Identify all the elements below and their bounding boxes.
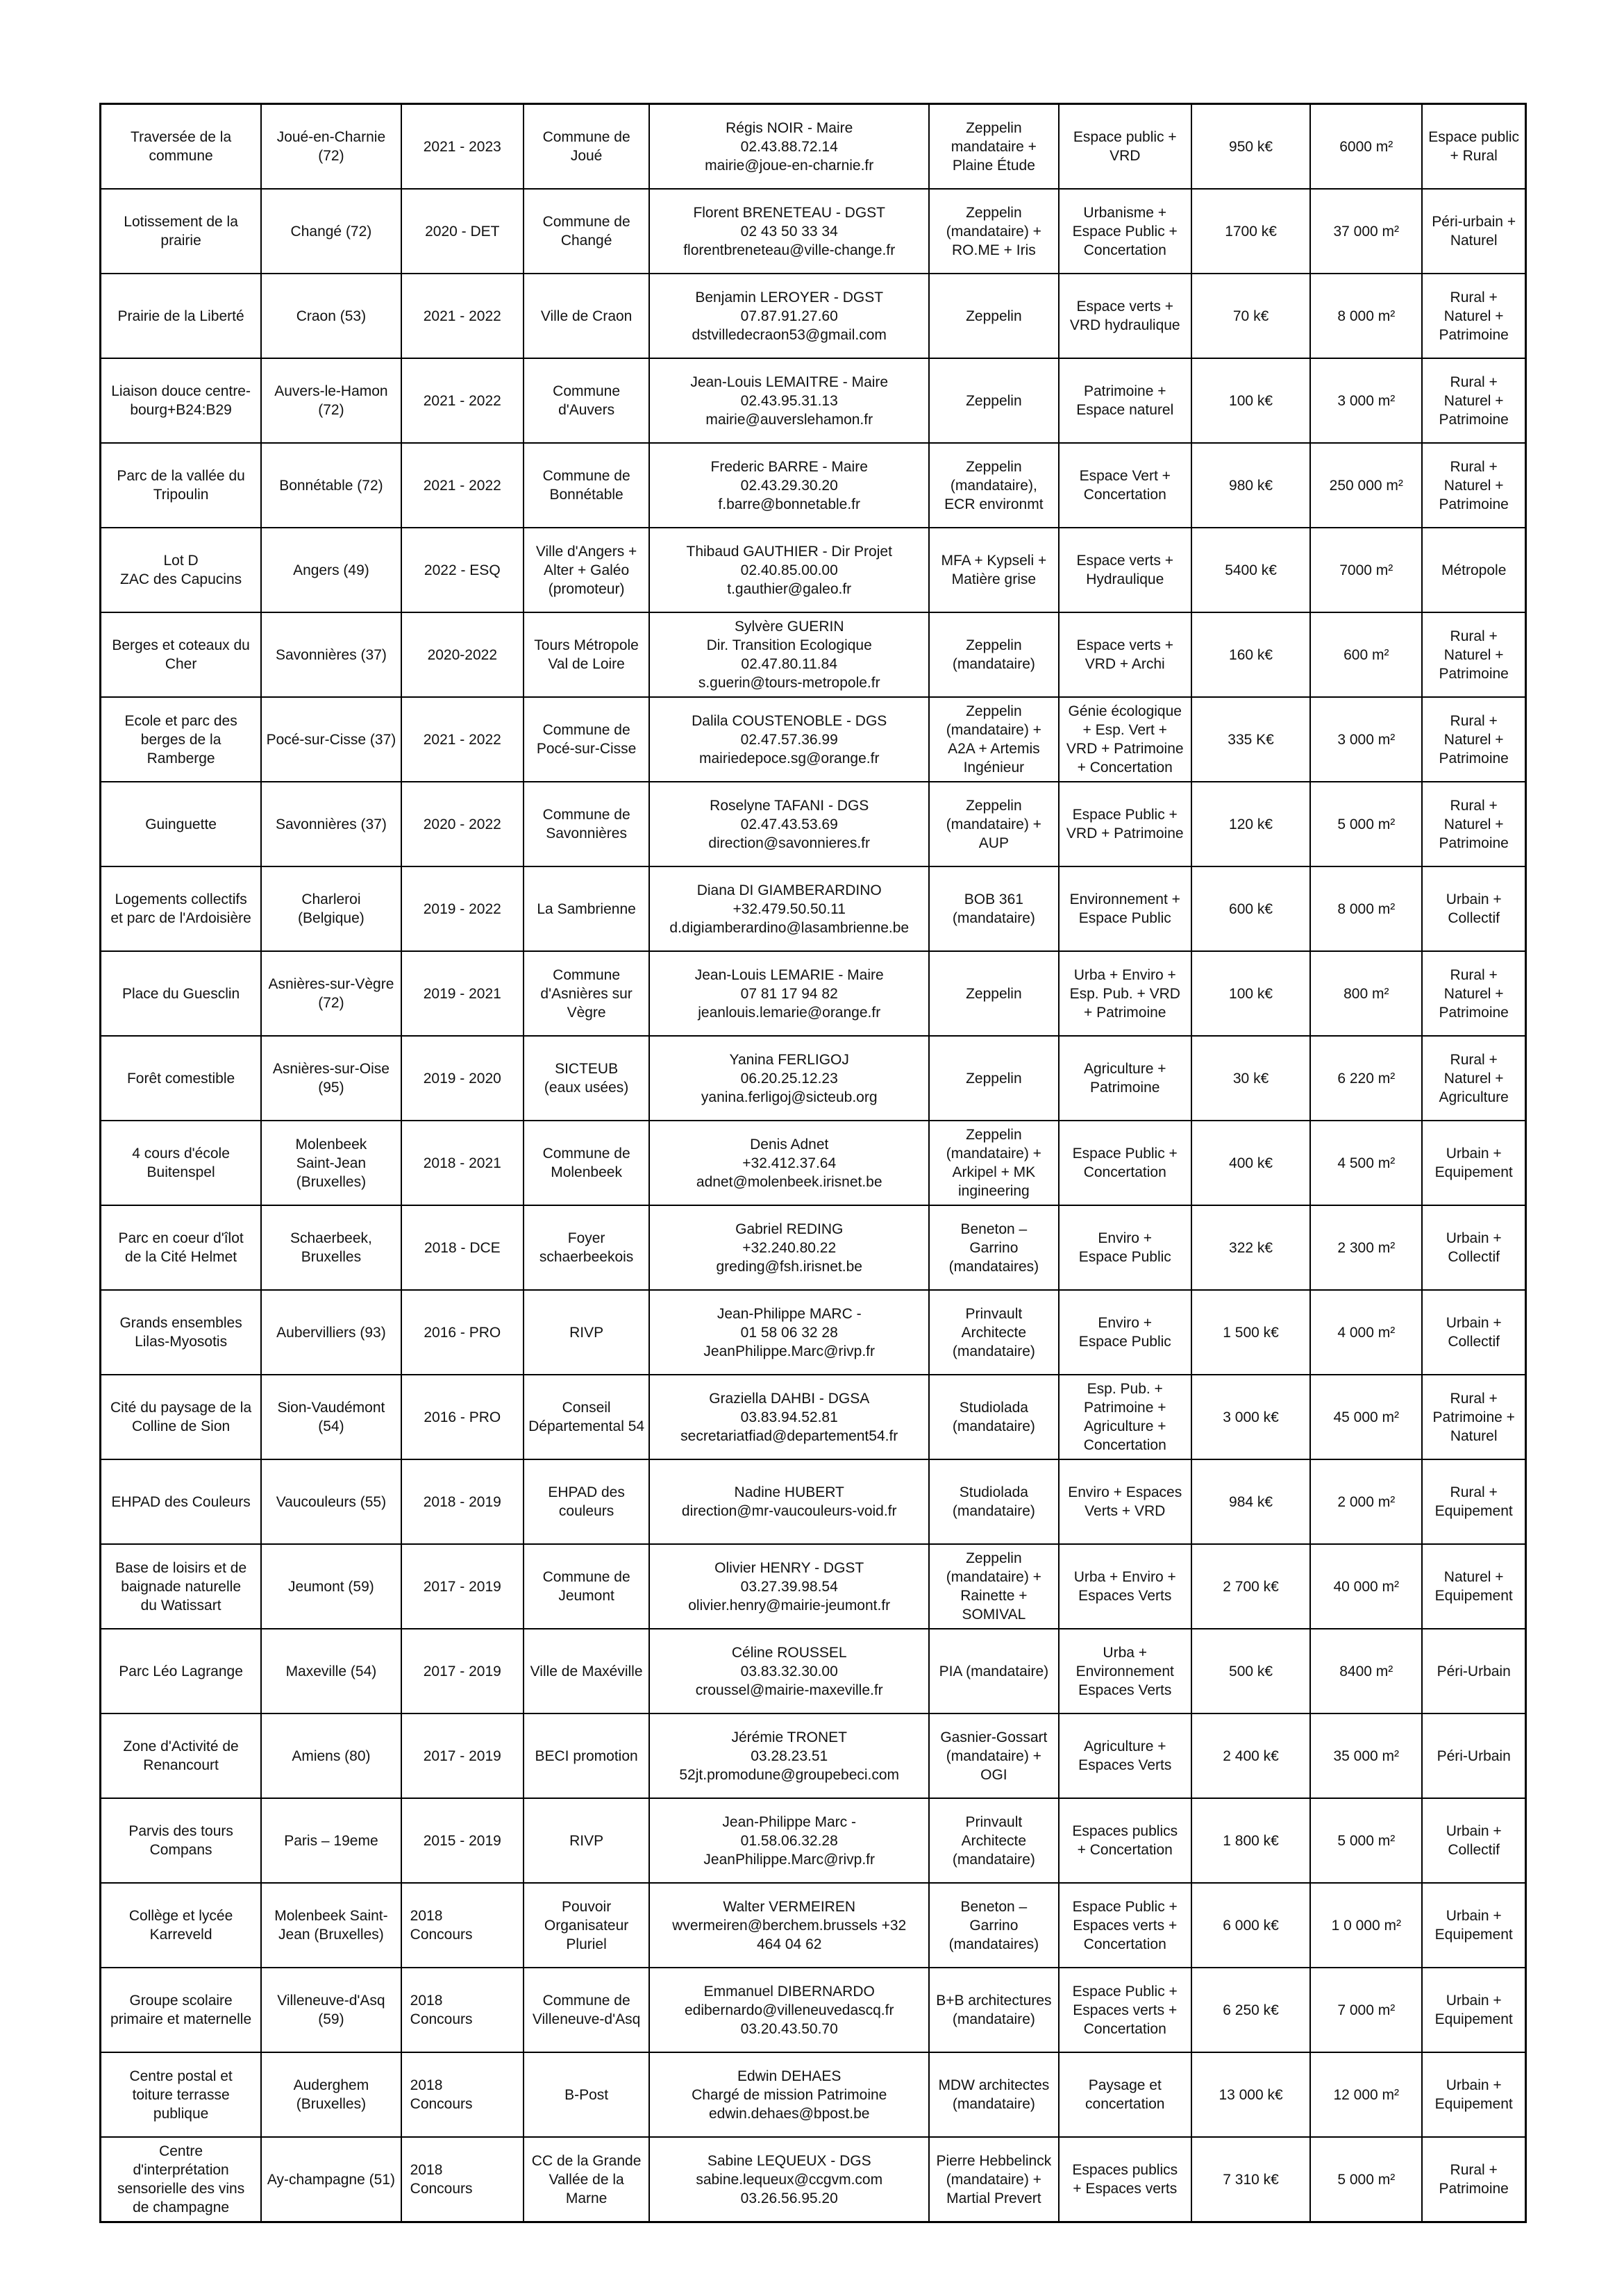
project-name-cell: Liaison douce centre- bourg+B24:B29 bbox=[101, 358, 262, 443]
surface-cell: 45 000 m² bbox=[1310, 1375, 1422, 1459]
period-cell: 2020-2022 bbox=[401, 612, 524, 697]
client-cell: B-Post bbox=[524, 2052, 649, 2137]
budget-cell: 100 k€ bbox=[1191, 951, 1310, 1036]
table-row bbox=[101, 1205, 1526, 1290]
location-cell: Savonnières (37) bbox=[261, 612, 401, 697]
team-cell: B+B architectures (mandataire) bbox=[929, 1968, 1058, 2052]
location-cell: Amiens (80) bbox=[261, 1713, 401, 1798]
team-cell: Beneton – Garrino (mandataires) bbox=[929, 1205, 1058, 1290]
period-cell: 2016 - PRO bbox=[401, 1375, 524, 1459]
period-cell: 2018 Concours bbox=[401, 2137, 524, 2222]
location-cell: Savonnières (37) bbox=[261, 782, 401, 866]
contact-cell: Jérémie TRONET 03.28.23.51 52jt.promodune@groupebeci.com bbox=[649, 1713, 929, 1798]
contact-cell: Sabine LEQUEUX - DGS sabine.lequeux@ccgvm.com 03.26.56.95.20 bbox=[649, 2137, 929, 2222]
team-cell: PIA (mandataire) bbox=[929, 1629, 1058, 1713]
mission-cell: Agriculture + Espaces Verts bbox=[1059, 1713, 1191, 1798]
contact-cell: Dalila COUSTENOBLE - DGS 02.47.57.36.99 mairiedepoce.sg@orange.fr bbox=[649, 697, 929, 782]
location-cell: Joué-en-Charnie (72) bbox=[261, 104, 401, 190]
client-cell: Commune de Bonnétable bbox=[524, 443, 649, 528]
typology-cell: Espace public + Rural bbox=[1422, 104, 1525, 190]
contact-cell: Thibaud GAUTHIER - Dir Projet 02.40.85.00.00 t.gauthier@galeo.fr bbox=[649, 528, 929, 612]
surface-cell: 8400 m² bbox=[1310, 1629, 1422, 1713]
client-cell: Commune de Joué bbox=[524, 104, 649, 190]
table-row bbox=[101, 782, 1526, 866]
contact-cell: Edwin DEHAES Chargé de mission Patrimoine edwin.dehaes@bpost.be bbox=[649, 2052, 929, 2137]
surface-cell: 600 m² bbox=[1310, 612, 1422, 697]
team-cell: Zeppelin (mandataire) + A2A + Artemis Ingénieur bbox=[929, 697, 1058, 782]
client-cell: Commune de Jeumont bbox=[524, 1544, 649, 1629]
typology-cell: Rural + Equipement bbox=[1422, 1459, 1525, 1544]
surface-cell: 250 000 m² bbox=[1310, 443, 1422, 528]
typology-cell: Urbain + Collectif bbox=[1422, 1798, 1525, 1883]
table-row bbox=[101, 528, 1526, 612]
period-cell: 2016 - PRO bbox=[401, 1290, 524, 1375]
typology-cell: Rural + Naturel + Patrimoine bbox=[1422, 358, 1525, 443]
contact-cell: Walter VERMEIREN wvermeiren@berchem.brussels +32 464 04 62 bbox=[649, 1883, 929, 1968]
typology-cell: Urbain + Collectif bbox=[1422, 1205, 1525, 1290]
project-name-cell: Lot D ZAC des Capucins bbox=[101, 528, 262, 612]
location-cell: Auvers-le-Hamon (72) bbox=[261, 358, 401, 443]
period-cell: 2018 - 2019 bbox=[401, 1459, 524, 1544]
project-name-cell: Place du Guesclin bbox=[101, 951, 262, 1036]
mission-cell: Enviro + Espace Public bbox=[1059, 1205, 1191, 1290]
period-cell: 2017 - 2019 bbox=[401, 1713, 524, 1798]
budget-cell: 1 800 k€ bbox=[1191, 1798, 1310, 1883]
location-cell: Auderghem (Bruxelles) bbox=[261, 2052, 401, 2137]
period-cell: 2021 - 2023 bbox=[401, 104, 524, 190]
project-name-cell: Parc de la vallée du Tripoulin bbox=[101, 443, 262, 528]
project-name-cell: Centre postal et toiture terrasse publique bbox=[101, 2052, 262, 2137]
budget-cell: 100 k€ bbox=[1191, 358, 1310, 443]
surface-cell: 35 000 m² bbox=[1310, 1713, 1422, 1798]
client-cell: Pouvoir Organisateur Pluriel bbox=[524, 1883, 649, 1968]
typology-cell: Rural + Naturel + Patrimoine bbox=[1422, 697, 1525, 782]
client-cell: Commune de Pocé-sur-Cisse bbox=[524, 697, 649, 782]
mission-cell: Espace Public + Espaces verts + Concertation bbox=[1059, 1968, 1191, 2052]
client-cell: Foyer schaerbeekois bbox=[524, 1205, 649, 1290]
budget-cell: 7 310 k€ bbox=[1191, 2137, 1310, 2222]
table-row bbox=[101, 1121, 1526, 1205]
period-cell: 2017 - 2019 bbox=[401, 1544, 524, 1629]
project-name-cell: Forêt comestible bbox=[101, 1036, 262, 1121]
contact-cell: Régis NOIR - Maire 02.43.88.72.14 mairie@joue-en-charnie.fr bbox=[649, 104, 929, 190]
budget-cell: 70 k€ bbox=[1191, 274, 1310, 358]
client-cell: Commune d'Auvers bbox=[524, 358, 649, 443]
location-cell: Bonnétable (72) bbox=[261, 443, 401, 528]
location-cell: Maxeville (54) bbox=[261, 1629, 401, 1713]
surface-cell: 6 220 m² bbox=[1310, 1036, 1422, 1121]
budget-cell: 2 400 k€ bbox=[1191, 1713, 1310, 1798]
project-name-cell: Parvis des tours Compans bbox=[101, 1798, 262, 1883]
project-name-cell: Parc en coeur d'îlot de la Cité Helmet bbox=[101, 1205, 262, 1290]
contact-cell: Gabriel REDING +32.240.80.22 greding@fsh.irisnet.be bbox=[649, 1205, 929, 1290]
table-row bbox=[101, 1713, 1526, 1798]
mission-cell: Espace Public + Espaces verts + Concertation bbox=[1059, 1883, 1191, 1968]
typology-cell: Urbain + Equipement bbox=[1422, 1121, 1525, 1205]
mission-cell: Agriculture + Patrimoine bbox=[1059, 1036, 1191, 1121]
surface-cell: 8 000 m² bbox=[1310, 274, 1422, 358]
client-cell: SICTEUB (eaux usées) bbox=[524, 1036, 649, 1121]
budget-cell: 1 500 k€ bbox=[1191, 1290, 1310, 1375]
mission-cell: Patrimoine + Espace naturel bbox=[1059, 358, 1191, 443]
typology-cell: Métropole bbox=[1422, 528, 1525, 612]
typology-cell: Rural + Naturel + Patrimoine bbox=[1422, 612, 1525, 697]
budget-cell: 1700 k€ bbox=[1191, 189, 1310, 274]
project-name-cell: 4 cours d'école Buitenspel bbox=[101, 1121, 262, 1205]
contact-cell: Céline ROUSSEL 03.83.32.30.00 croussel@mairie-maxeville.fr bbox=[649, 1629, 929, 1713]
surface-cell: 37 000 m² bbox=[1310, 189, 1422, 274]
table-row bbox=[101, 1375, 1526, 1459]
period-cell: 2019 - 2022 bbox=[401, 866, 524, 951]
mission-cell: Espace verts + VRD + Archi bbox=[1059, 612, 1191, 697]
mission-cell: Espace Public + VRD + Patrimoine bbox=[1059, 782, 1191, 866]
team-cell: MDW architectes (mandataire) bbox=[929, 2052, 1058, 2137]
surface-cell: 1 0 000 m² bbox=[1310, 1883, 1422, 1968]
budget-cell: 120 k€ bbox=[1191, 782, 1310, 866]
location-cell: Asnières-sur-Oise (95) bbox=[261, 1036, 401, 1121]
mission-cell: Espace verts + Hydraulique bbox=[1059, 528, 1191, 612]
table-row bbox=[101, 2052, 1526, 2137]
mission-cell: Paysage et concertation bbox=[1059, 2052, 1191, 2137]
budget-cell: 160 k€ bbox=[1191, 612, 1310, 697]
mission-cell: Espace verts + VRD hydraulique bbox=[1059, 274, 1191, 358]
budget-cell: 6 250 k€ bbox=[1191, 1968, 1310, 2052]
team-cell: Zeppelin (mandataire), ECR environmt bbox=[929, 443, 1058, 528]
mission-cell: Espace Public + Concertation bbox=[1059, 1121, 1191, 1205]
location-cell: Changé (72) bbox=[261, 189, 401, 274]
team-cell: Gasnier-Gossart (mandataire) + OGI bbox=[929, 1713, 1058, 1798]
team-cell: Zeppelin bbox=[929, 274, 1058, 358]
client-cell: Ville de Maxéville bbox=[524, 1629, 649, 1713]
surface-cell: 12 000 m² bbox=[1310, 2052, 1422, 2137]
typology-cell: Urbain + Equipement bbox=[1422, 1968, 1525, 2052]
project-name-cell: Ecole et parc des berges de la Ramberge bbox=[101, 697, 262, 782]
table-row bbox=[101, 697, 1526, 782]
client-cell: RIVP bbox=[524, 1290, 649, 1375]
mission-cell: Environnement + Espace Public bbox=[1059, 866, 1191, 951]
location-cell: Aubervilliers (93) bbox=[261, 1290, 401, 1375]
mission-cell: Espaces publics + Espaces verts bbox=[1059, 2137, 1191, 2222]
location-cell: Villeneuve-d'Asq (59) bbox=[261, 1968, 401, 2052]
typology-cell: Rural + Patrimoine + Naturel bbox=[1422, 1375, 1525, 1459]
table-row bbox=[101, 189, 1526, 274]
table-row bbox=[101, 358, 1526, 443]
contact-cell: Roselyne TAFANI - DGS 02.47.43.53.69 direction@savonnieres.fr bbox=[649, 782, 929, 866]
contact-cell: Jean-Louis LEMAITRE - Maire 02.43.95.31.13 mairie@auverslehamon.fr bbox=[649, 358, 929, 443]
team-cell: Prinvault Architecte (mandataire) bbox=[929, 1290, 1058, 1375]
budget-cell: 322 k€ bbox=[1191, 1205, 1310, 1290]
contact-cell: Jean-Louis LEMARIE - Maire 07 81 17 94 82 jeanlouis.lemarie@orange.fr bbox=[649, 951, 929, 1036]
team-cell: Studiolada (mandataire) bbox=[929, 1459, 1058, 1544]
budget-cell: 3 000 k€ bbox=[1191, 1375, 1310, 1459]
team-cell: Zeppelin mandataire + Plaine Étude bbox=[929, 104, 1058, 190]
typology-cell: Urbain + Collectif bbox=[1422, 1290, 1525, 1375]
project-name-cell: EHPAD des Couleurs bbox=[101, 1459, 262, 1544]
table-row bbox=[101, 1629, 1526, 1713]
client-cell: EHPAD des couleurs bbox=[524, 1459, 649, 1544]
table-row bbox=[101, 1968, 1526, 2052]
surface-cell: 6000 m² bbox=[1310, 104, 1422, 190]
mission-cell: Espaces publics + Concertation bbox=[1059, 1798, 1191, 1883]
surface-cell: 2 000 m² bbox=[1310, 1459, 1422, 1544]
budget-cell: 335 K€ bbox=[1191, 697, 1310, 782]
contact-cell: Benjamin LEROYER - DGST 07.87.91.27.60 dstvilledecraon53@gmail.com bbox=[649, 274, 929, 358]
surface-cell: 800 m² bbox=[1310, 951, 1422, 1036]
typology-cell: Urbain + Equipement bbox=[1422, 2052, 1525, 2137]
contact-cell: Nadine HUBERT direction@mr-vaucouleurs-void.fr bbox=[649, 1459, 929, 1544]
mission-cell: Urbanisme + Espace Public + Concertation bbox=[1059, 189, 1191, 274]
mission-cell: Urba + Enviro + Esp. Pub. + VRD + Patrimoine bbox=[1059, 951, 1191, 1036]
typology-cell: Naturel + Equipement bbox=[1422, 1544, 1525, 1629]
budget-cell: 980 k€ bbox=[1191, 443, 1310, 528]
client-cell: Commune de Molenbeek bbox=[524, 1121, 649, 1205]
budget-cell: 5400 k€ bbox=[1191, 528, 1310, 612]
client-cell: Commune de Savonnières bbox=[524, 782, 649, 866]
period-cell: 2018 - DCE bbox=[401, 1205, 524, 1290]
typology-cell: Urbain + Equipement bbox=[1422, 1883, 1525, 1968]
typology-cell: Rural + Naturel + Patrimoine bbox=[1422, 274, 1525, 358]
table-row bbox=[101, 274, 1526, 358]
surface-cell: 40 000 m² bbox=[1310, 1544, 1422, 1629]
table-row bbox=[101, 1798, 1526, 1883]
period-cell: 2018 - 2021 bbox=[401, 1121, 524, 1205]
team-cell: Prinvault Architecte (mandataire) bbox=[929, 1798, 1058, 1883]
period-cell: 2019 - 2020 bbox=[401, 1036, 524, 1121]
client-cell: Commune de Villeneuve-d'Asq bbox=[524, 1968, 649, 2052]
period-cell: 2018 Concours bbox=[401, 1883, 524, 1968]
contact-cell: Emmanuel DIBERNARDO edibernardo@villeneuvedascq.fr 03.20.43.50.70 bbox=[649, 1968, 929, 2052]
project-name-cell: Cité du paysage de la Colline de Sion bbox=[101, 1375, 262, 1459]
table-row bbox=[101, 1544, 1526, 1629]
location-cell: Vaucouleurs (55) bbox=[261, 1459, 401, 1544]
table-row bbox=[101, 104, 1526, 190]
team-cell: Pierre Hebbelinck (mandataire) + Martial Prevert bbox=[929, 2137, 1058, 2222]
mission-cell: Espace Vert + Concertation bbox=[1059, 443, 1191, 528]
period-cell: 2021 - 2022 bbox=[401, 443, 524, 528]
surface-cell: 5 000 m² bbox=[1310, 2137, 1422, 2222]
budget-cell: 500 k€ bbox=[1191, 1629, 1310, 1713]
team-cell: Zeppelin (mandataire) + AUP bbox=[929, 782, 1058, 866]
typology-cell: Rural + Naturel + Patrimoine bbox=[1422, 782, 1525, 866]
surface-cell: 5 000 m² bbox=[1310, 782, 1422, 866]
table-row bbox=[101, 1883, 1526, 1968]
surface-cell: 4 500 m² bbox=[1310, 1121, 1422, 1205]
location-cell: Schaerbeek, Bruxelles bbox=[261, 1205, 401, 1290]
project-name-cell: Logements collectifs et parc de l'Ardoisière bbox=[101, 866, 262, 951]
location-cell: Molenbeek Saint-Jean (Bruxelles) bbox=[261, 1121, 401, 1205]
team-cell: MFA + Kypseli + Matière grise bbox=[929, 528, 1058, 612]
team-cell: Zeppelin bbox=[929, 1036, 1058, 1121]
contact-cell: Denis Adnet +32.412.37.64 adnet@molenbeek.irisnet.be bbox=[649, 1121, 929, 1205]
mission-cell: Enviro + Espace Public bbox=[1059, 1290, 1191, 1375]
table-row bbox=[101, 612, 1526, 697]
mission-cell: Génie écologique + Esp. Vert + VRD + Patrimoine + Concertation bbox=[1059, 697, 1191, 782]
table-row bbox=[101, 1036, 1526, 1121]
location-cell: Jeumont (59) bbox=[261, 1544, 401, 1629]
location-cell: Pocé-sur-Cisse (37) bbox=[261, 697, 401, 782]
typology-cell: Rural + Naturel + Agriculture bbox=[1422, 1036, 1525, 1121]
mission-cell: Esp. Pub. + Patrimoine + Agriculture + Concertation bbox=[1059, 1375, 1191, 1459]
table-row bbox=[101, 866, 1526, 951]
period-cell: 2020 - 2022 bbox=[401, 782, 524, 866]
budget-cell: 13 000 k€ bbox=[1191, 2052, 1310, 2137]
period-cell: 2021 - 2022 bbox=[401, 274, 524, 358]
period-cell: 2015 - 2019 bbox=[401, 1798, 524, 1883]
project-name-cell: Base de loisirs et de baignade naturelle du Watissart bbox=[101, 1544, 262, 1629]
location-cell: Angers (49) bbox=[261, 528, 401, 612]
location-cell: Craon (53) bbox=[261, 274, 401, 358]
typology-cell: Rural + Naturel + Patrimoine bbox=[1422, 951, 1525, 1036]
contact-cell: Florent BRENETEAU - DGST 02 43 50 33 34 florentbreneteau@ville-change.fr bbox=[649, 189, 929, 274]
location-cell: Ay-champagne (51) bbox=[261, 2137, 401, 2222]
table-row bbox=[101, 1290, 1526, 1375]
budget-cell: 984 k€ bbox=[1191, 1459, 1310, 1544]
project-name-cell: Prairie de la Liberté bbox=[101, 274, 262, 358]
budget-cell: 6 000 k€ bbox=[1191, 1883, 1310, 1968]
mission-cell: Urba + Enviro + Espaces Verts bbox=[1059, 1544, 1191, 1629]
table-row bbox=[101, 1459, 1526, 1544]
project-name-cell: Centre d'interprétation sensorielle des vins de champagne bbox=[101, 2137, 262, 2222]
team-cell: Beneton – Garrino (mandataires) bbox=[929, 1883, 1058, 1968]
team-cell: Zeppelin (mandataire) bbox=[929, 612, 1058, 697]
budget-cell: 600 k€ bbox=[1191, 866, 1310, 951]
typology-cell: Rural + Patrimoine bbox=[1422, 2137, 1525, 2222]
client-cell: CC de la Grande Vallée de la Marne bbox=[524, 2137, 649, 2222]
contact-cell: Yanina FERLIGOJ 06.20.25.12.23 yanina.ferligoj@sicteub.org bbox=[649, 1036, 929, 1121]
client-cell: Ville de Craon bbox=[524, 274, 649, 358]
contact-cell: Sylvère GUERIN Dir. Transition Ecologique 02.47.80.11.84 s.guerin@tours-metropole.fr bbox=[649, 612, 929, 697]
client-cell: Ville d'Angers + Alter + Galéo (promoteur) bbox=[524, 528, 649, 612]
typology-cell: Rural + Naturel + Patrimoine bbox=[1422, 443, 1525, 528]
project-name-cell: Parc Léo Lagrange bbox=[101, 1629, 262, 1713]
project-name-cell: Collège et lycée Karreveld bbox=[101, 1883, 262, 1968]
period-cell: 2020 - DET bbox=[401, 189, 524, 274]
team-cell: Zeppelin bbox=[929, 358, 1058, 443]
client-cell: Conseil Départemental 54 bbox=[524, 1375, 649, 1459]
project-name-cell: Grands ensembles Lilas-Myosotis bbox=[101, 1290, 262, 1375]
client-cell: La Sambrienne bbox=[524, 866, 649, 951]
contact-cell: Diana DI GIAMBERARDINO +32.479.50.50.11 d.digiamberardino@lasambrienne.be bbox=[649, 866, 929, 951]
client-cell: Commune d'Asnières sur Vègre bbox=[524, 951, 649, 1036]
period-cell: 2021 - 2022 bbox=[401, 358, 524, 443]
project-name-cell: Guinguette bbox=[101, 782, 262, 866]
table-row bbox=[101, 951, 1526, 1036]
surface-cell: 8 000 m² bbox=[1310, 866, 1422, 951]
contact-cell: Jean-Philippe Marc - 01.58.06.32.28 JeanPhilippe.Marc@rivp.fr bbox=[649, 1798, 929, 1883]
team-cell: Studiolada (mandataire) bbox=[929, 1375, 1058, 1459]
team-cell: BOB 361 (mandataire) bbox=[929, 866, 1058, 951]
period-cell: 2017 - 2019 bbox=[401, 1629, 524, 1713]
project-name-cell: Groupe scolaire primaire et maternelle bbox=[101, 1968, 262, 2052]
location-cell: Asnières-sur-Vègre (72) bbox=[261, 951, 401, 1036]
contact-cell: Olivier HENRY - DGST 03.27.39.98.54 olivier.henry@mairie-jeumont.fr bbox=[649, 1544, 929, 1629]
references-table bbox=[99, 103, 1527, 2223]
budget-cell: 950 k€ bbox=[1191, 104, 1310, 190]
project-name-cell: Lotissement de la prairie bbox=[101, 189, 262, 274]
contact-cell: Graziella DAHBI - DGSA 03.83.94.52.81 secretariatfiad@departement54.fr bbox=[649, 1375, 929, 1459]
period-cell: 2021 - 2022 bbox=[401, 697, 524, 782]
team-cell: Zeppelin bbox=[929, 951, 1058, 1036]
surface-cell: 7000 m² bbox=[1310, 528, 1422, 612]
budget-cell: 30 k€ bbox=[1191, 1036, 1310, 1121]
location-cell: Molenbeek Saint- Jean (Bruxelles) bbox=[261, 1883, 401, 1968]
budget-cell: 400 k€ bbox=[1191, 1121, 1310, 1205]
project-name-cell: Traversée de la commune bbox=[101, 104, 262, 190]
client-cell: Commune de Changé bbox=[524, 189, 649, 274]
location-cell: Paris – 19eme bbox=[261, 1798, 401, 1883]
typology-cell: Péri-Urbain bbox=[1422, 1629, 1525, 1713]
surface-cell: 3 000 m² bbox=[1310, 697, 1422, 782]
surface-cell: 5 000 m² bbox=[1310, 1798, 1422, 1883]
project-name-cell: Berges et coteaux du Cher bbox=[101, 612, 262, 697]
typology-cell: Urbain + Collectif bbox=[1422, 866, 1525, 951]
location-cell: Charleroi (Belgique) bbox=[261, 866, 401, 951]
period-cell: 2019 - 2021 bbox=[401, 951, 524, 1036]
period-cell: 2018 Concours bbox=[401, 2052, 524, 2137]
mission-cell: Enviro + Espaces Verts + VRD bbox=[1059, 1459, 1191, 1544]
contact-cell: Frederic BARRE - Maire 02.43.29.30.20 f.barre@bonnetable.fr bbox=[649, 443, 929, 528]
mission-cell: Urba + Environnement Espaces Verts bbox=[1059, 1629, 1191, 1713]
client-cell: Tours Métropole Val de Loire bbox=[524, 612, 649, 697]
surface-cell: 3 000 m² bbox=[1310, 358, 1422, 443]
period-cell: 2018 Concours bbox=[401, 1968, 524, 2052]
surface-cell: 7 000 m² bbox=[1310, 1968, 1422, 2052]
table-row bbox=[101, 443, 1526, 528]
typology-cell: Péri-Urbain bbox=[1422, 1713, 1525, 1798]
client-cell: BECI promotion bbox=[524, 1713, 649, 1798]
mission-cell: Espace public + VRD bbox=[1059, 104, 1191, 190]
location-cell: Sion-Vaudémont (54) bbox=[261, 1375, 401, 1459]
team-cell: Zeppelin (mandataire) + Arkipel + MK ingineering bbox=[929, 1121, 1058, 1205]
contact-cell: Jean-Philippe MARC - 01 58 06 32 28 JeanPhilippe.Marc@rivp.fr bbox=[649, 1290, 929, 1375]
surface-cell: 4 000 m² bbox=[1310, 1290, 1422, 1375]
typology-cell: Péri-urbain + Naturel bbox=[1422, 189, 1525, 274]
budget-cell: 2 700 k€ bbox=[1191, 1544, 1310, 1629]
period-cell: 2022 - ESQ bbox=[401, 528, 524, 612]
surface-cell: 2 300 m² bbox=[1310, 1205, 1422, 1290]
client-cell: RIVP bbox=[524, 1798, 649, 1883]
table-row bbox=[101, 2137, 1526, 2222]
project-name-cell: Zone d'Activité de Renancourt bbox=[101, 1713, 262, 1798]
team-cell: Zeppelin (mandataire) + Rainette + SOMIVAL bbox=[929, 1544, 1058, 1629]
team-cell: Zeppelin (mandataire) + RO.ME + Iris bbox=[929, 189, 1058, 274]
